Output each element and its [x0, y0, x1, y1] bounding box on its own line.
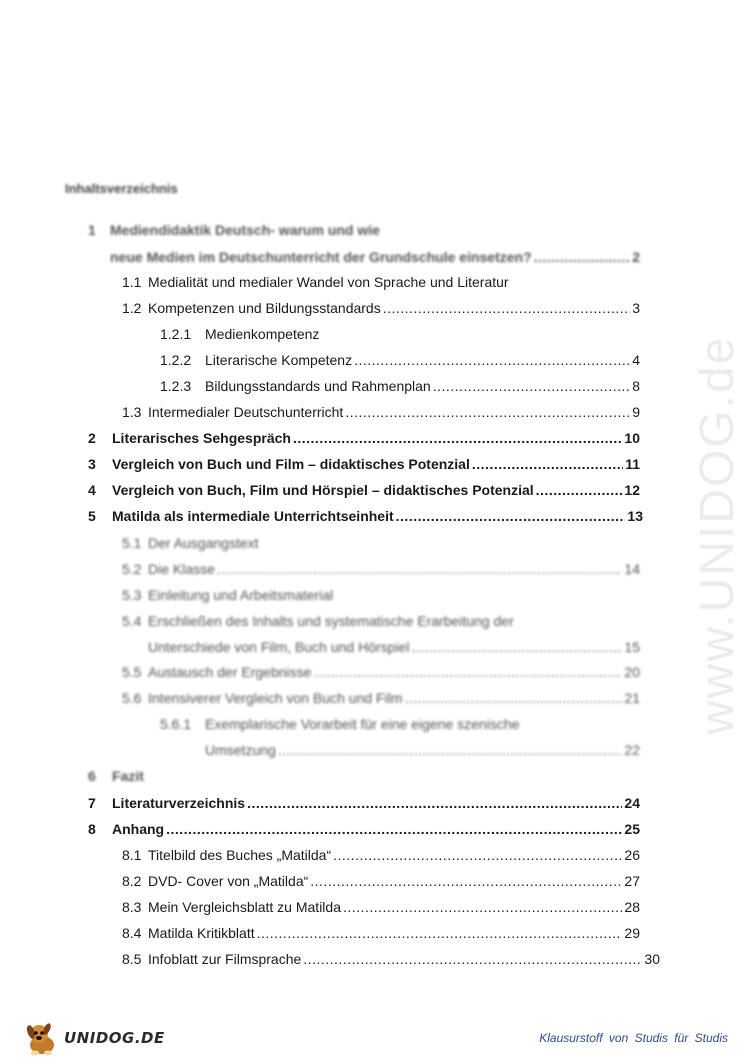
toc-entry-title: Medialität und medialer Wandel von Sprache und Literatur: [148, 274, 509, 290]
footer-tagline: Klausurstoff von Studis für Studis: [539, 1031, 728, 1045]
toc-entry-title: Vergleich von Buch und Film – didaktisches Potenzial: [112, 456, 470, 472]
toc-entry-title: Kompetenzen und Bildungsstandards: [148, 300, 381, 316]
toc-entry-page: 8: [632, 378, 640, 394]
toc-entry-number: 2: [88, 430, 96, 446]
toc-entry-title: Unterschiede von Film, Buch und Hörspiel: [148, 639, 410, 655]
dot-leader: [303, 951, 642, 967]
toc-entry-number: 5.4: [122, 613, 142, 629]
toc-entry-title: Intensiverer Vergleich von Buch und Film: [148, 690, 403, 706]
dot-leader: [345, 404, 630, 420]
toc-entry-page: 15: [624, 639, 640, 655]
dot-leader: [536, 482, 623, 498]
toc-entry-number: 1: [88, 222, 96, 238]
toc-entry-number: 6: [88, 768, 96, 784]
toc-entry-page: 13: [627, 508, 643, 524]
toc-entry-number: 1.2.3: [160, 378, 192, 394]
toc-entry-title: Titelbild des Buches „Matilda“: [148, 847, 332, 863]
toc-entry-title: Vergleich von Buch, Film und Hörspiel – didaktisches Potenzial: [112, 482, 534, 498]
toc-entry-title: Literarisches Sehgespräch: [112, 430, 291, 446]
dot-leader: [293, 430, 622, 446]
toc-entry-title: Anhang: [112, 821, 165, 837]
toc-heading: Inhaltsverzeichnis: [65, 181, 178, 196]
toc-entry-number: 8.4: [122, 925, 142, 941]
dot-leader: [217, 561, 623, 577]
toc-entry-page: 25: [624, 821, 640, 837]
toc-entry-number: 8.3: [122, 899, 142, 915]
toc-entry-title: Infoblatt zur Filmsprache: [148, 951, 302, 967]
toc-entry-title: Austausch der Ergebnisse: [148, 664, 312, 680]
dot-leader: [411, 639, 622, 655]
toc-entry-title: Literaturverzeichnis: [112, 795, 246, 811]
dog-mascot-icon: [22, 1019, 62, 1057]
toc-entry-title: Umsetzung: [205, 742, 276, 758]
toc-entry-page: 22: [624, 742, 640, 758]
toc-entry-page: 11: [625, 456, 640, 472]
toc-entry-title: Matilda Kritikblatt: [148, 925, 255, 941]
toc-entry-number: 5: [88, 508, 96, 524]
dot-leader: [404, 690, 622, 706]
toc-entry-title: Intermedialer Deutschunterricht: [148, 404, 344, 420]
toc-entry-title: Exemplarische Vorarbeit für eine eigene szenische: [205, 716, 520, 732]
toc-entry-page: 4: [632, 352, 640, 368]
dot-leader: [278, 742, 623, 758]
toc-entry-page: 14: [624, 561, 640, 577]
toc-entry-number: 5.1: [122, 535, 142, 551]
toc-entry-title: Bildungsstandards und Rahmenplan: [205, 378, 431, 394]
toc-entry-title: Erschließen des Inhalts und systematische Erarbeitung der: [148, 613, 514, 629]
toc-entry-page: 2: [632, 249, 640, 265]
dot-leader: [310, 873, 622, 889]
toc-entry-number: 7: [88, 795, 96, 811]
toc-entry-title: Matilda als intermediale Unterrichtseinheit: [112, 508, 394, 524]
dot-leader: [472, 456, 623, 472]
toc-entry-number: 1.2: [122, 300, 142, 316]
toc-entry-page: 20: [624, 664, 640, 680]
toc-entry-number: 3: [88, 456, 96, 472]
dot-leader: [257, 925, 623, 941]
toc-entry-page: 28: [624, 899, 640, 915]
toc-entry-number: 1.1: [122, 274, 142, 290]
toc-entry-page: 29: [624, 925, 640, 941]
footer-logo: [22, 1018, 165, 1058]
toc-entry-title: Einleitung und Arbeitsmaterial: [148, 587, 334, 603]
toc-entry-title: Der Ausgangstext: [148, 535, 259, 551]
dot-leader: [343, 899, 622, 915]
toc-entry-title: neue Medien im Deutschunterricht der Grundschule einsetzen?: [110, 249, 532, 265]
toc-entry-number: 1.2.2: [160, 352, 192, 368]
toc-entry-title: Die Klasse: [148, 561, 215, 577]
toc-entry-number: 1.2.1: [160, 326, 192, 342]
dot-leader: [354, 352, 630, 368]
toc-entry-page: 3: [632, 300, 640, 316]
dot-leader: [333, 847, 622, 863]
dot-leader: [313, 664, 622, 680]
toc-entry-number: 5.3: [122, 587, 142, 603]
dot-leader: [433, 378, 630, 394]
toc-entry-page: 9: [632, 404, 640, 420]
toc-entry-title: DVD- Cover von „Matilda“: [148, 873, 309, 889]
toc-entry-page: 21: [624, 690, 640, 706]
dot-leader: [534, 249, 631, 265]
dot-leader: [396, 508, 626, 524]
toc-entry-number: 5.6.1: [160, 716, 192, 732]
logo-text: UNIDOG.DE: [64, 1029, 165, 1047]
toc-entry-title: Mediendidaktik Deutsch- warum und wie: [110, 222, 380, 238]
toc-entry-page: 26: [624, 847, 640, 863]
toc-entry-number: 5.6: [122, 690, 142, 706]
toc-entry-number: 4: [88, 482, 96, 498]
toc-entry-page: 30: [644, 951, 660, 967]
toc-entry-number: 5.5: [122, 664, 142, 680]
toc-entry-page: 24: [624, 795, 640, 811]
toc-entry-number: 8.2: [122, 873, 142, 889]
toc-entry-number: 1.3: [122, 404, 142, 420]
toc-entry-number: 8.5: [122, 951, 142, 967]
toc-entry-number: 8: [88, 821, 96, 837]
dot-leader: [383, 300, 630, 316]
toc-entry-title: Literarische Kompetenz: [205, 352, 353, 368]
toc-entry-number: 8.1: [122, 847, 142, 863]
toc-entry-title: Medienkompetenz: [205, 326, 320, 342]
toc-entry-title: Fazit: [112, 768, 144, 784]
toc-entry-page: 27: [624, 873, 640, 889]
toc-entry-page: 10: [624, 430, 640, 446]
toc-entry-page: 12: [624, 482, 640, 498]
dot-leader: [166, 821, 622, 837]
dot-leader: [247, 795, 622, 811]
toc-entry-title: Mein Vergleichsblatt zu Matilda: [148, 899, 341, 915]
watermark: www.UNIDOG.de: [691, 335, 744, 735]
toc-entry-number: 5.2: [122, 561, 142, 577]
